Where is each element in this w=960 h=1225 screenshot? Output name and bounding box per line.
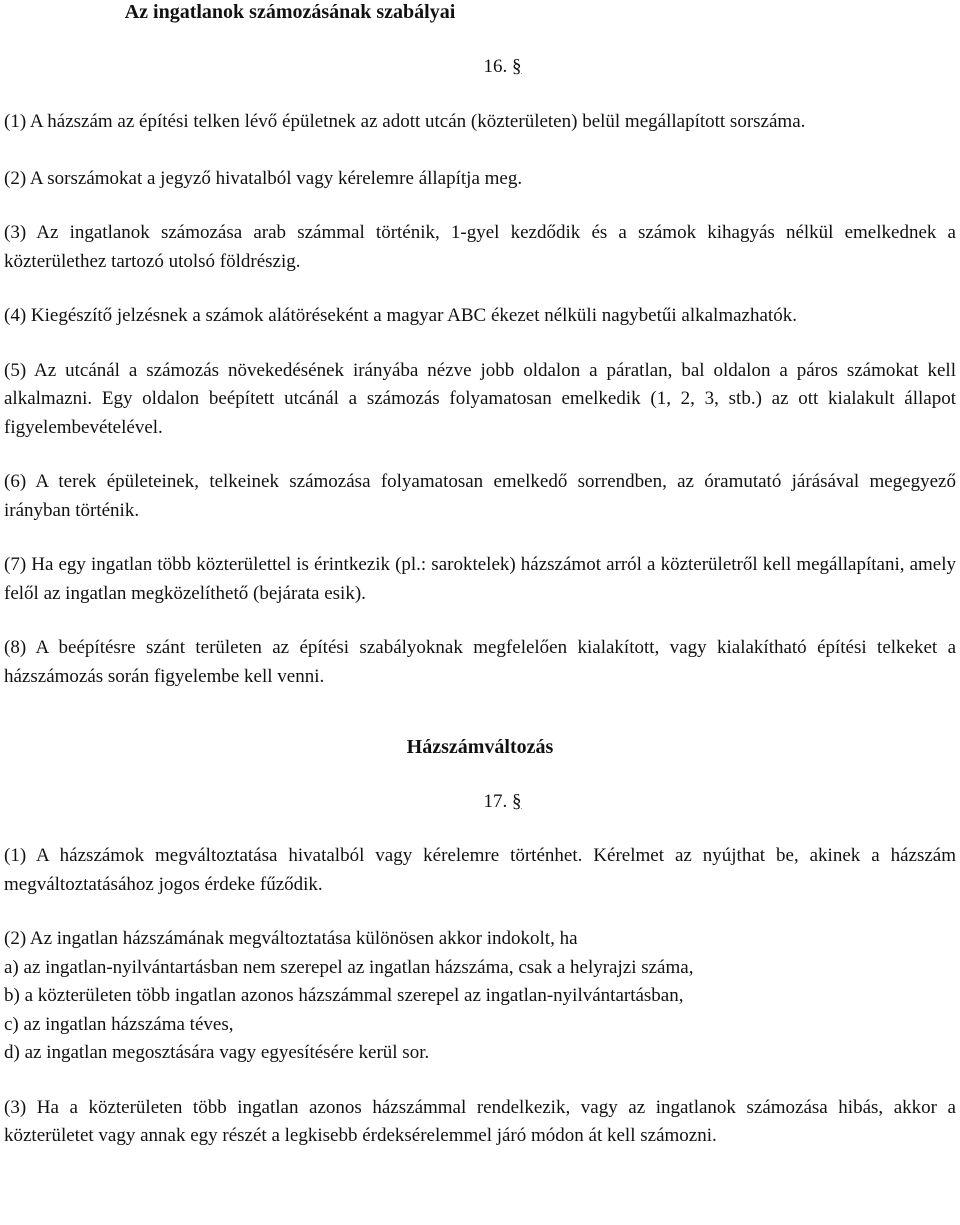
- paragraph-17-3: (3) Ha a közterületen több ingatlan azonos házszámmal rendelkezik, vagy az ingatlanok számozása hibás, akkor a közterületet vagy annak egy részét a legkisebb érdeksérelemmel járó módon át kell számozni.: [4, 1096, 956, 1146]
- paragraph-16-2: (2) A sorszámokat a jegyző hivatalból vagy kérelemre állapítja meg.: [4, 167, 523, 189]
- list-item: c) az ingatlan házszáma téves,: [4, 1013, 234, 1035]
- section-title: Az ingatlanok számozásának szabályai: [124, 1, 456, 23]
- document-page: [4, 0, 956, 1151]
- section-sign: §: [512, 56, 522, 77]
- paragraph-number: 17.: [483, 791, 508, 812]
- paragraph-16-8: (8) A beépítésre szánt területen az építési szabályoknak megfelelően kialakított, vagy kialakítható építési telkeket a házszámozás során figyelembe kell venni.: [4, 637, 956, 687]
- paragraph-16-7: (7) Ha egy ingatlan több közterülettel is érintkezik (pl.: saroktelek) házszámot arról a közterületről kell megállapítani, amely felől az ingatlan megközelíthető (bejárata esik).: [4, 554, 956, 604]
- section-sign: §: [512, 791, 522, 812]
- paragraph-number: 16.: [483, 56, 508, 77]
- paragraph-17-2: [4, 925, 956, 1068]
- paragraph-heading: [4, 788, 956, 816]
- paragraph-16-1: (1) A házszám az építési telken lévő épületnek az adott utcán (közterületen) belül megállapított sorszáma.: [4, 111, 806, 132]
- paragraph-16-5: (5) Az utcánál a számozás növekedésének irányába nézve jobb oldalon a páratlan, bal oldalon a páros számokat kell alkalmazni. Egy oldalon beépített utcánál a számozás folyamatosan emelkedik (1, 2, 3, stb.) az ott kialakult állapot figyelembevételével.: [4, 359, 956, 438]
- list-item: d) az ingatlan megosztására vagy egyesítésére kerül sor.: [4, 1042, 430, 1063]
- list-item: a) az ingatlan-nyilvántartásban nem szerepel az ingatlan házszáma, csak a helyrajzi száma,: [4, 956, 694, 978]
- paragraph-heading: [4, 53, 956, 81]
- paragraph-16-6: (6) A terek épületeinek, telkeinek számozása folyamatosan emelkedő sorrendben, az óramutató járásával megegyező irányban történik.: [4, 471, 956, 521]
- section-title: Házszámváltozás: [406, 736, 554, 758]
- paragraph-17-2-intro: (2) Az ingatlan házszámának megváltoztatása különösen akkor indokolt, ha: [4, 928, 578, 949]
- paragraph-16-4: (4) Kiegészítő jelzésnek a számok alátöréseként a magyar ABC ékezet nélküli nagybetűi alkalmazhatók.: [4, 305, 797, 326]
- paragraph-16-3: (3) Az ingatlanok számozása arab számmal történik, 1-gyel kezdődik és a számok kihagyás nélkül emelkednek a közterülethez tartozó utolsó földrészig.: [4, 222, 956, 272]
- list-item: b) a közterületen több ingatlan azonos házszámmal szerepel az ingatlan-nyilvántartásban,: [4, 985, 684, 1006]
- paragraph-17-1: (1) A házszámok megváltoztatása hivatalból vagy kérelemre történhet. Kérelmet az nyújthat be, akinek a házszám megváltoztatásához jogos érdeke fűződik.: [4, 845, 956, 895]
